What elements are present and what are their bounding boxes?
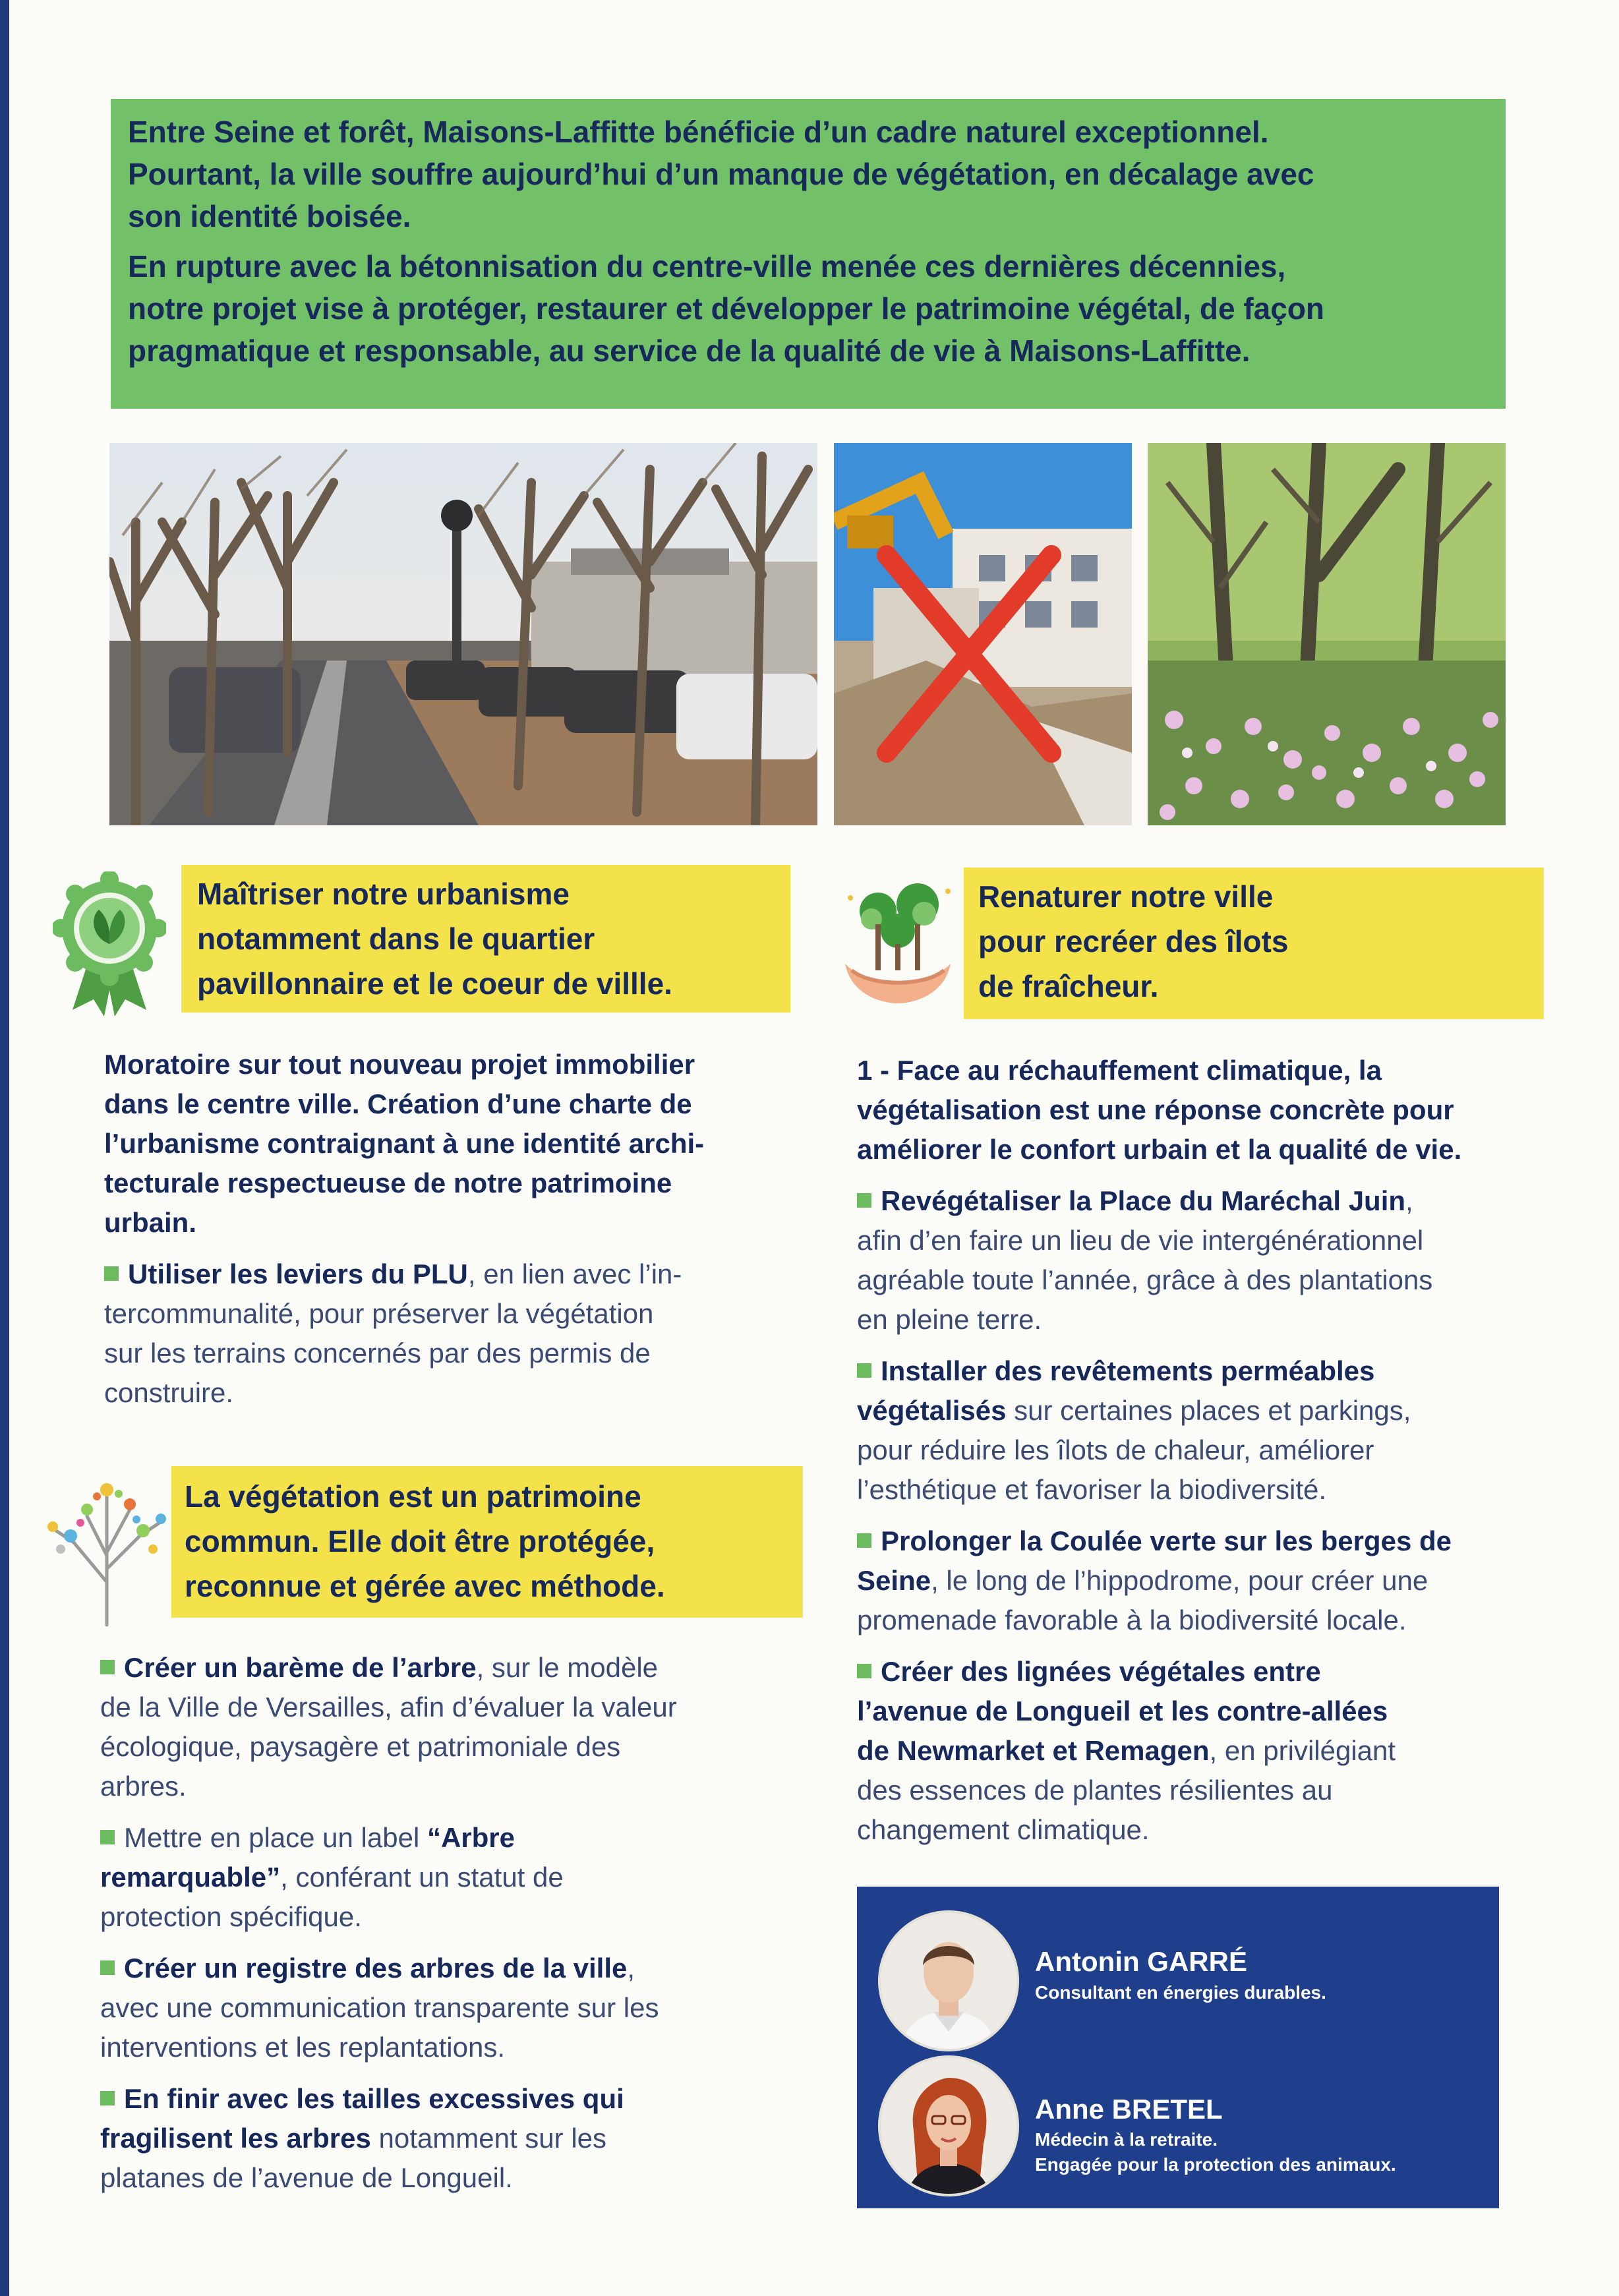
left-edge-bar — [0, 0, 9, 2296]
colorful-tree-icon — [41, 1470, 173, 1628]
climate-paragraph — [857, 1051, 1549, 1169]
intro-line: notre projet vise à protéger, restaurer et développer le patrimoine végétal, de façon — [128, 291, 1325, 326]
text-line: végétalisation est une réponse concrète pour — [857, 1094, 1454, 1125]
header-line: reconnue et gérée avec méthode. — [185, 1569, 665, 1603]
urbanism-header — [181, 865, 790, 1013]
header-line: commun. Elle doit être protégée, — [185, 1524, 655, 1558]
bullet-square — [104, 1266, 119, 1281]
text-line: notamment sur les — [370, 2123, 607, 2154]
intro-paragraph-1 — [128, 111, 1486, 237]
vegetation-header — [171, 1466, 803, 1618]
label-paragraph — [100, 1818, 799, 1937]
intro-line: son identité boisée. — [128, 199, 411, 233]
vegetation-text — [100, 1648, 799, 2210]
text-line: interventions et les replantations. — [100, 2032, 506, 2063]
bold-text: En finir avec les tailles excessives qui — [124, 2083, 624, 2114]
text-line: des essences de plantes résilientes au — [857, 1775, 1333, 1806]
text-line: sur les terrains concernés par des permis de — [104, 1338, 651, 1369]
intro-line: En rupture avec la bétonnisation du centre-ville menée ces dernières décennies, — [128, 249, 1286, 283]
moratorium-paragraph — [104, 1045, 790, 1243]
bareme-paragraph — [100, 1648, 799, 1806]
header-line: La végétation est un patrimoine — [185, 1479, 641, 1514]
text-line: , conférant un statut de — [280, 1862, 564, 1893]
tailles-paragraph — [100, 2079, 799, 2198]
bold-text: Seine — [857, 1565, 931, 1596]
text-line: changement climatique. — [857, 1814, 1150, 1845]
text-line: l’esthétique et favoriser la biodiversité. — [857, 1474, 1327, 1505]
person-role: Consultant en énergies durables. — [1035, 1982, 1326, 2003]
text-line: agréable toute l’année, grâce à des plantations — [857, 1264, 1433, 1295]
text-line: afin d’en faire un lieu de vie intergénérationnel — [857, 1225, 1424, 1256]
text-line: sur certaines places et parkings, — [1006, 1395, 1411, 1426]
bullet-square — [857, 1363, 871, 1378]
text-line: construire. — [104, 1377, 234, 1408]
text-line: améliorer le confort urbain et la qualité de vie. — [857, 1134, 1462, 1165]
intro-line: Pourtant, la ville souffre aujourd’hui d’un manque de végétation, en décalage avec — [128, 157, 1314, 191]
bold-text: Créer un barème de l’arbre — [124, 1652, 477, 1683]
avatar — [878, 2055, 1019, 2196]
text-line: arbres. — [100, 1771, 187, 1802]
street-trees-photo — [109, 443, 817, 825]
team-card — [857, 1887, 1499, 2208]
header-line: pour recréer des îlots — [978, 924, 1289, 958]
text-line: protection spécifique. — [100, 1901, 362, 1932]
intro-line: pragmatique et responsable, au service de la qualité de vie à Maisons-Laffitte. — [128, 334, 1251, 368]
registre-paragraph — [100, 1949, 799, 2067]
text-line: tercommunalité, pour préserver la végétation — [104, 1298, 654, 1329]
text-line: , le long de l’hippodrome, pour créer une — [931, 1565, 1428, 1596]
bullet-square — [857, 1193, 871, 1208]
text-line: 1 - Face au réchauffement climatique, la — [857, 1055, 1382, 1086]
text-line: , sur le modèle — [476, 1652, 659, 1683]
bullet-square — [857, 1664, 871, 1678]
text-line: Moratoire sur tout nouveau projet immobilier — [104, 1049, 695, 1080]
bold-text: l’avenue de Longueil et les contre-allées — [857, 1695, 1388, 1726]
person-role: Médecin à la retraite. — [1035, 2129, 1218, 2150]
bullet-square — [100, 1830, 115, 1844]
bullet-square — [100, 1660, 115, 1674]
text-line: , — [1405, 1185, 1413, 1216]
bullet-square — [100, 2091, 115, 2105]
person-name: Anne BRETEL — [1035, 2094, 1223, 2125]
bold-text: Utiliser les leviers du PLU — [128, 1258, 468, 1289]
avatar — [878, 1910, 1019, 2051]
hands-holding-trees-icon — [832, 871, 964, 1023]
bullet-square — [857, 1533, 871, 1548]
bold-text: Prolonger la Coulée verte sur les berges de — [881, 1525, 1452, 1556]
person-name: Antonin GARRÉ — [1035, 1946, 1247, 1977]
intro-box — [111, 99, 1506, 409]
text-line: promenade favorable à la biodiversité locale. — [857, 1604, 1407, 1635]
text-line: l’urbanisme contraignant à une identité archi- — [104, 1128, 705, 1159]
header-line: notamment dans le quartier — [197, 922, 595, 956]
header-line: de fraîcheur. — [978, 969, 1159, 1003]
text-line: avec une communication transparente sur les — [100, 1992, 659, 2023]
text-line: , — [627, 1953, 635, 1984]
bullet-square — [100, 1960, 115, 1975]
bold-text: Installer des revêtements perméables — [881, 1355, 1375, 1386]
demolition-photo — [834, 443, 1132, 825]
text-line: de la Ville de Versailles, afin d’évaluer la valeur — [100, 1692, 677, 1722]
plu-paragraph — [104, 1254, 790, 1413]
header-line: Renaturer notre ville — [978, 879, 1274, 914]
forest-flowers-photo — [1148, 443, 1506, 825]
text-line: , en lien avec l’in- — [467, 1258, 682, 1289]
bold-text: remarquable” — [100, 1862, 281, 1893]
text-line: pour réduire les îlots de chaleur, améliorer — [857, 1434, 1374, 1465]
lignees-paragraph — [857, 1652, 1549, 1850]
renature-text — [857, 1051, 1549, 1862]
person-role: Engagée pour la protection des animaux. — [1035, 2154, 1396, 2175]
bold-text: Créer un registre des arbres de la ville — [124, 1953, 628, 1984]
bold-text: Revégétaliser la Place du Maréchal Juin — [881, 1185, 1406, 1216]
renature-header — [964, 868, 1544, 1019]
text-line: urbain. — [104, 1207, 197, 1238]
header-line: Maîtriser notre urbanisme — [197, 877, 570, 911]
text-line: tecturale respectueuse de notre patrimoine — [104, 1167, 672, 1198]
text-line: Mettre en place un label — [124, 1822, 427, 1853]
intro-paragraph-2 — [128, 245, 1486, 372]
bold-text: “Arbre — [427, 1822, 515, 1853]
place-paragraph — [857, 1181, 1549, 1339]
text-line: , en privilégiant — [1209, 1735, 1396, 1766]
coulee-paragraph — [857, 1521, 1549, 1640]
header-line: pavillonnaire et le coeur de villle. — [197, 966, 672, 1001]
text-line: écologique, paysagère et patrimoniale des — [100, 1731, 621, 1762]
leaf-rosette-icon — [53, 871, 166, 1016]
urbanism-text — [104, 1045, 790, 1425]
bold-text: végétalisés — [857, 1395, 1007, 1426]
text-line: dans le centre ville. Création d’une charte de — [104, 1088, 692, 1119]
bold-text: de Newmarket et Remagen — [857, 1735, 1210, 1766]
bold-text: Créer des lignées végétales entre — [881, 1656, 1321, 1687]
text-line: en pleine terre. — [857, 1304, 1042, 1335]
intro-line: Entre Seine et forêt, Maisons-Laffitte bénéficie d’un cadre naturel exceptionnel. — [128, 115, 1269, 149]
text-line: platanes de l’avenue de Longueil. — [100, 2162, 513, 2193]
bold-text: fragilisent les arbres — [100, 2123, 371, 2154]
revetements-paragraph — [857, 1351, 1549, 1510]
